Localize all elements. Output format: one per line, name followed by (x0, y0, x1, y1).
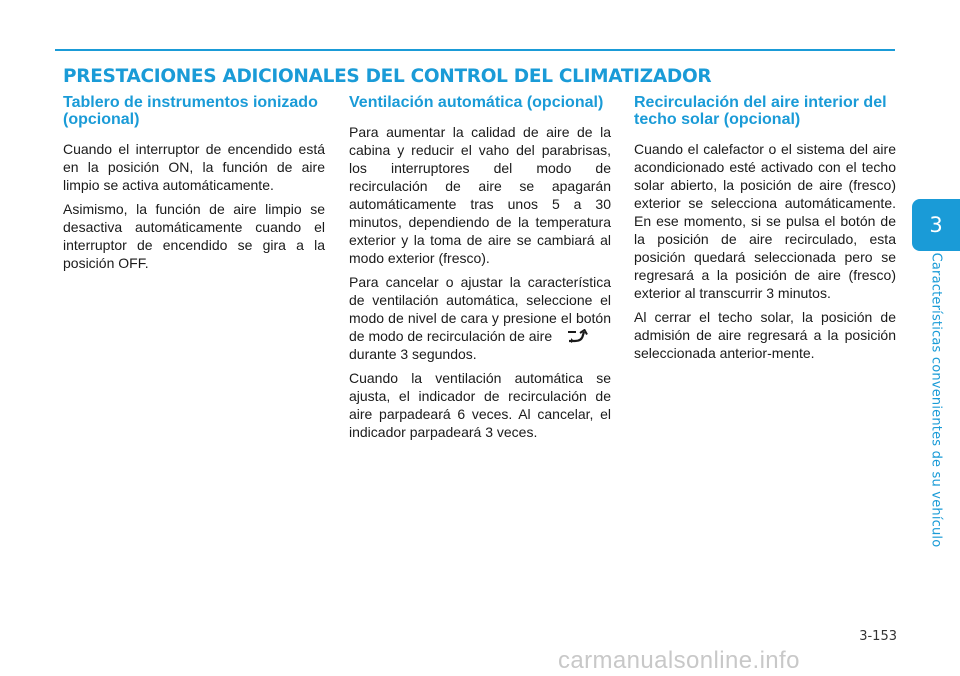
paragraph-with-icon (349, 273, 611, 345)
page-number: 3-153 (859, 629, 897, 644)
paragraph: Al cerrar el techo solar, la posición de admisión de aire regresará a la posición seleccionada anterior-mente. (634, 309, 896, 361)
chapter-tab (912, 199, 960, 251)
column-sunroof-recirculation (634, 94, 896, 368)
top-rule (55, 49, 895, 51)
paragraph: durante 3 segundos. (349, 346, 477, 362)
paragraph: Cuando el interruptor de encendido está en la posición ON, la función de aire limpio se activa automáticamente. (63, 141, 325, 193)
column-ionized-dashboard (63, 94, 325, 278)
column-heading: Tablero de instrumentos ionizado (opcional) (63, 94, 318, 128)
recirculation-icon (566, 329, 592, 343)
section-title: PRESTACIONES ADICIONALES DEL CONTROL DEL CLIMATIZADOR (63, 66, 712, 87)
paragraph: Cuando el calefactor o el sistema del aire acondicionado esté activado con el techo solar abierto, la posición de aire (fresco) exterior se selecciona automáticamente. En ese momento, si se pulsa el botón de la posición de aire recirculado, esta posición quedará seleccionada pero se regresará a la posición de aire (fresco) exterior al transcurrir 3 minutos. (634, 141, 896, 301)
paragraph: Para aumentar la calidad de aire de la cabina y reducir el vaho del parabrisas, los interruptores del modo de recirculación de aire se apagarán automáticamente tras unos 5 a 30 minutos, dependiendo de la temperatura exterior y la toma de aire se cambiará al modo exterior (fresco). (349, 124, 611, 266)
paragraph: Cuando la ventilación automática se ajusta, el indicador de recirculación de aire parpadeará 6 veces. Al cancelar, el indicador parpadeará 3 veces. (349, 370, 611, 440)
column-heading: Recirculación del aire interior del techo solar (opcional) (634, 94, 887, 128)
watermark: carmanualsonline.info (558, 647, 800, 674)
paragraph: Asimismo, la función de aire limpio se desactiva automáticamente cuando el interruptor de encendido se gira a la posición OFF. (63, 201, 325, 271)
column-auto-ventilation (349, 94, 611, 447)
chapter-title-wrap (912, 254, 960, 546)
paragraph-text: Para cancelar o ajustar la característica de ventilación automática, seleccione el modo de nivel de cara y presione el botón de modo de recirculación de aire (349, 274, 611, 344)
column-heading: Ventilación automática (opcional) (349, 94, 604, 111)
chapter-title: Características convenientes de su vehículo (928, 252, 944, 548)
chapter-number: 3 (929, 213, 943, 237)
